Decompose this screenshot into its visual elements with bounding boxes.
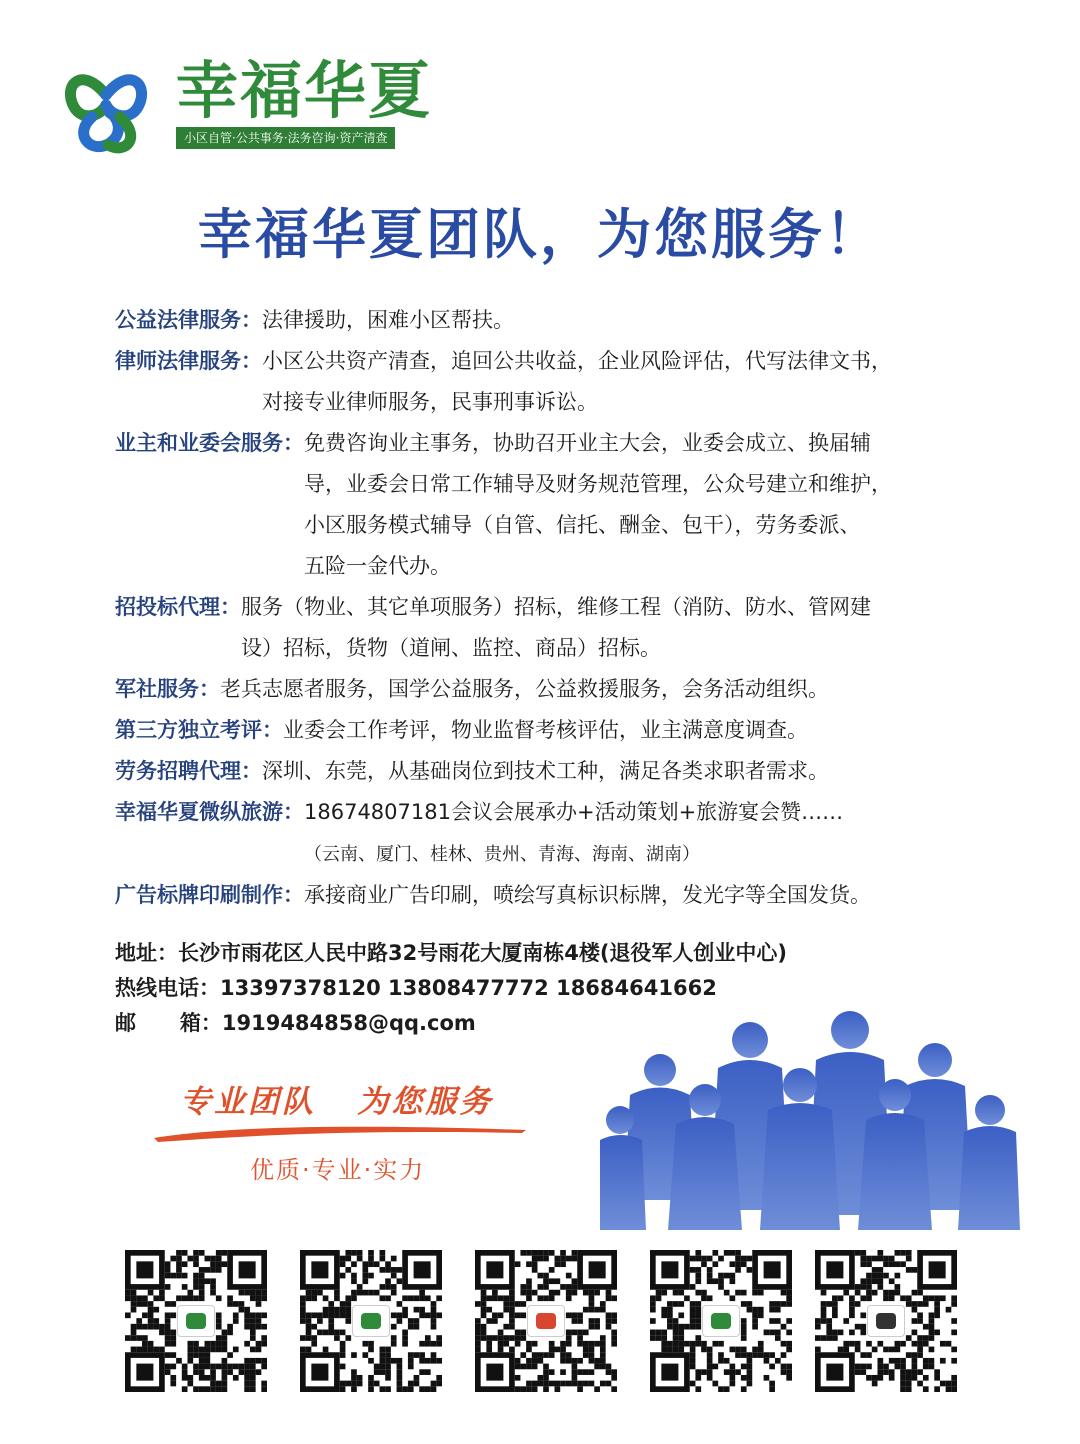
service-item xyxy=(115,875,995,916)
tour-text: 18674807181会议会展承办+活动策划+旅游宴会赞…… xyxy=(304,800,844,824)
tour-destinations: （云南、厦门、桂林、贵州、青海、海南、湖南） xyxy=(304,844,700,865)
slogan-sub: 优质·专业·实力 xyxy=(250,1156,426,1184)
happy-huaxia-logo-icon xyxy=(177,1305,215,1337)
contact-email: 邮 箱：1919484858@qq.com xyxy=(115,1011,476,1035)
brush-stroke-icon xyxy=(150,1116,530,1146)
contact-address: 地址：长沙市雨花区人民中路32号雨花大厦南栋4楼(退役军人创业中心) xyxy=(115,941,788,965)
service-label: 律师法律服务： xyxy=(115,349,262,373)
happy-huaxia-logo-icon xyxy=(702,1305,740,1337)
qr-code[interactable] xyxy=(300,1250,442,1392)
business-team-silhouette xyxy=(600,1000,1020,1230)
service-text: 法律援助，困难小区帮扶。 xyxy=(262,308,514,332)
service-text: 老兵志愿者服务，国学公益服务，公益救援服务，会务活动组织。 xyxy=(220,677,829,701)
service-label: 幸福华夏微纵旅游： xyxy=(115,800,304,824)
logo-tagline: 小区自管·公共事务·法务咨询·资产清查 xyxy=(176,127,395,149)
service-item xyxy=(115,587,995,669)
service-item xyxy=(115,423,995,587)
brand-logo xyxy=(52,54,433,155)
service-item xyxy=(115,792,995,875)
qr-code[interactable] xyxy=(815,1250,957,1392)
service-text xyxy=(304,792,843,875)
service-label: 劳务招聘代理： xyxy=(115,759,262,783)
service-label: 军社服务： xyxy=(115,677,220,701)
red-app-logo-icon xyxy=(527,1305,565,1337)
badge-mark xyxy=(711,1313,731,1329)
service-text: 服务（物业、其它单项服务）招标，维修工程（消防、防水、管网建 设）招标，货物（道闸、监控、商品）招标。 xyxy=(241,595,871,660)
service-item xyxy=(115,669,995,710)
service-item xyxy=(115,710,995,751)
services-list xyxy=(115,300,995,916)
service-label: 广告标牌印刷制作： xyxy=(115,883,304,907)
qr-code[interactable] xyxy=(125,1250,267,1392)
service-text: 小区公共资产清查，追回公共收益，企业风险评估，代写法律文书， 对接专业律师服务，民事刑事诉讼。 xyxy=(262,349,892,414)
service-label: 招投标代理： xyxy=(115,595,241,619)
qr-code[interactable] xyxy=(650,1250,792,1392)
service-label: 公益法律服务： xyxy=(115,308,262,332)
wechat-icon xyxy=(867,1305,905,1337)
page-headline: 幸福华夏团队，为您服务！ xyxy=(198,203,882,266)
qr-code[interactable] xyxy=(475,1250,617,1392)
slogan-block xyxy=(150,1076,550,1196)
service-text: 深圳、东莞，从基础岗位到技术工种，满足各类求职者需求。 xyxy=(262,759,829,783)
badge-mark xyxy=(361,1313,381,1329)
heart-logo-icon xyxy=(352,1305,390,1337)
service-item xyxy=(115,341,995,423)
service-label: 业主和业委会服务： xyxy=(115,431,304,455)
qr-code-row xyxy=(125,1250,965,1400)
service-text: 业委会工作考评，物业监督考核评估，业主满意度调查。 xyxy=(283,718,808,742)
slogan-main: 专业团队 为您服务 xyxy=(180,1084,494,1120)
logo-title: 幸福华夏 xyxy=(176,54,433,127)
badge-mark xyxy=(876,1313,896,1329)
contact-phone: 热线电话：13397378120 13808477772 18684641662 xyxy=(115,976,717,1000)
badge-mark xyxy=(186,1313,206,1329)
badge-mark xyxy=(536,1313,556,1329)
service-item xyxy=(115,300,995,341)
service-label: 第三方独立考评： xyxy=(115,718,283,742)
service-text: 承接商业广告印刷，喷绘写真标识标牌，发光字等全国发货。 xyxy=(304,883,871,907)
trefoil-logo-icon xyxy=(52,55,160,155)
service-item xyxy=(115,751,995,792)
service-text: 免费咨询业主事务，协助召开业主大会，业委会成立、换届辅 导，业委会日常工作辅导及财务规范管理，公众号建立和维护， 小区服务模式辅导（自管、信托、酬金、包干），劳务委派、 五险一金代办。 xyxy=(304,431,892,578)
